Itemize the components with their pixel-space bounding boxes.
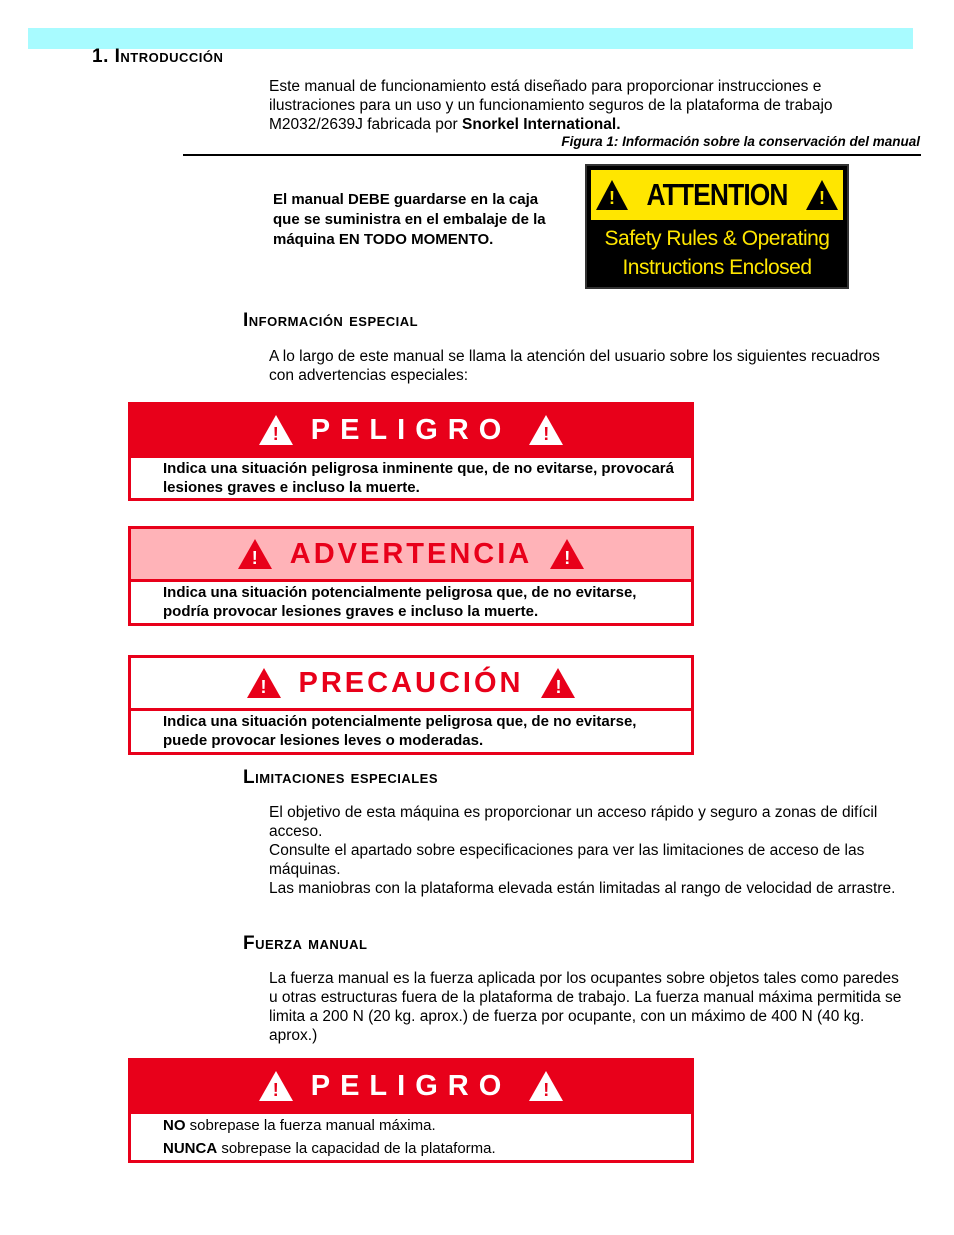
attention-label-image <box>585 164 849 289</box>
special-info-text: A lo largo de este manual se llama la atención del usuario sobre los siguientes recuadros con advertencias especiales: <box>269 348 880 384</box>
warning-box <box>128 526 694 626</box>
warning-label: ADVERTENCIA <box>289 537 533 570</box>
figure-caption: Figura 1: Información sobre la conservación del manual <box>561 134 920 149</box>
special-info-heading: Información especial <box>243 310 419 331</box>
final-danger-line-1 <box>163 1114 681 1137</box>
final-danger-line-2-rest: sobrepase la capacidad de la plataforma. <box>217 1140 496 1157</box>
attention-heading: ATTENTION <box>646 177 788 212</box>
limits-paragraph-1: El objetivo de esta máquina es proporcionar un acceso rápido y seguro a zonas de difícil acceso. <box>269 804 878 840</box>
warning-triangle-icon: ! <box>541 668 575 698</box>
attention-body <box>591 224 843 282</box>
storage-note: El manual DEBE guardarse en la caja que se suministra en el embalaje de la máquina EN TODO MOMENTO. <box>273 191 546 248</box>
final-danger-label: PELIGRO <box>310 1069 512 1102</box>
intro-paragraph <box>269 77 909 134</box>
warning-triangle-icon: ! <box>259 415 293 445</box>
warning-description: Indica una situación potencialmente peligrosa que, de no evitarse, podría provocar lesiones graves e incluso la muerte. <box>163 584 637 620</box>
manual-force-heading: Fuerza manual <box>243 933 368 954</box>
caution-box <box>128 655 694 755</box>
final-danger-line-2-bold: NUNCA <box>163 1140 218 1157</box>
warning-triangle-icon: ! <box>550 539 584 569</box>
manual-force-text: La fuerza manual es la fuerza aplicada por los ocupantes sobre objetos tales como paredes u otras estructuras fuera de la plataforma de trabajo. La fuerza manual máxima permitida se limita a 200 N (20 kg. aprox.) de fuerza por ocupante, con un máximo de 400 N (40 kg. aprox.) <box>269 970 902 1044</box>
attention-line-1: Safety Rules & Operating <box>604 227 830 250</box>
final-danger-line-1-bold: NO <box>163 1117 186 1134</box>
caution-description: Indica una situación potencialmente peligrosa que, de no evitarse, puede provocar lesiones leves o moderadas. <box>163 713 637 749</box>
caution-label: PRECAUCIÓN <box>298 666 524 699</box>
caption-rule <box>183 154 921 156</box>
danger-header <box>131 405 691 458</box>
limits-paragraph-3: Las maniobras con la plataforma elevada están limitadas al rango de velocidad de arrastre. <box>269 880 896 897</box>
warning-triangle-icon: ! <box>238 539 272 569</box>
final-danger-line-2 <box>163 1137 681 1160</box>
danger-label: PELIGRO <box>310 413 512 446</box>
attention-header <box>591 170 843 220</box>
warning-triangle-icon: ! <box>806 180 838 210</box>
warning-triangle-icon: ! <box>247 668 281 698</box>
warning-triangle-icon: ! <box>529 1071 563 1101</box>
attention-line-2: Instructions Enclosed <box>622 256 812 279</box>
final-danger-line-1-rest: sobrepase la fuerza manual máxima. <box>185 1117 436 1134</box>
limits-paragraph-2: Consulte el apartado sobre especificaciones para ver las limitaciones de acceso de las máquinas. <box>269 842 865 878</box>
final-danger-header <box>131 1061 691 1114</box>
warning-header <box>131 529 691 582</box>
final-danger-description <box>131 1114 691 1164</box>
section-title: 1. Introducción <box>92 46 224 67</box>
special-limits-text <box>269 803 909 898</box>
danger-description: Indica una situación peligrosa inminente que, de no evitarse, provocará lesiones graves e incluso la muerte. <box>163 460 674 496</box>
intro-text: Este manual de funcionamiento está diseñado para proporcionar instrucciones e ilustraciones para un uso y un funcionamiento seguros de la plataforma de trabajo M2032/2639J fabricada por <box>269 78 833 133</box>
caution-header <box>131 658 691 711</box>
final-danger-box <box>128 1058 694 1163</box>
warning-triangle-icon: ! <box>259 1071 293 1101</box>
warning-triangle-icon: ! <box>529 415 563 445</box>
warning-triangle-icon: ! <box>596 180 628 210</box>
danger-box <box>128 402 694 501</box>
intro-brand: Snorkel International. <box>462 116 621 133</box>
special-limits-heading: Limitaciones especiales <box>243 767 438 788</box>
